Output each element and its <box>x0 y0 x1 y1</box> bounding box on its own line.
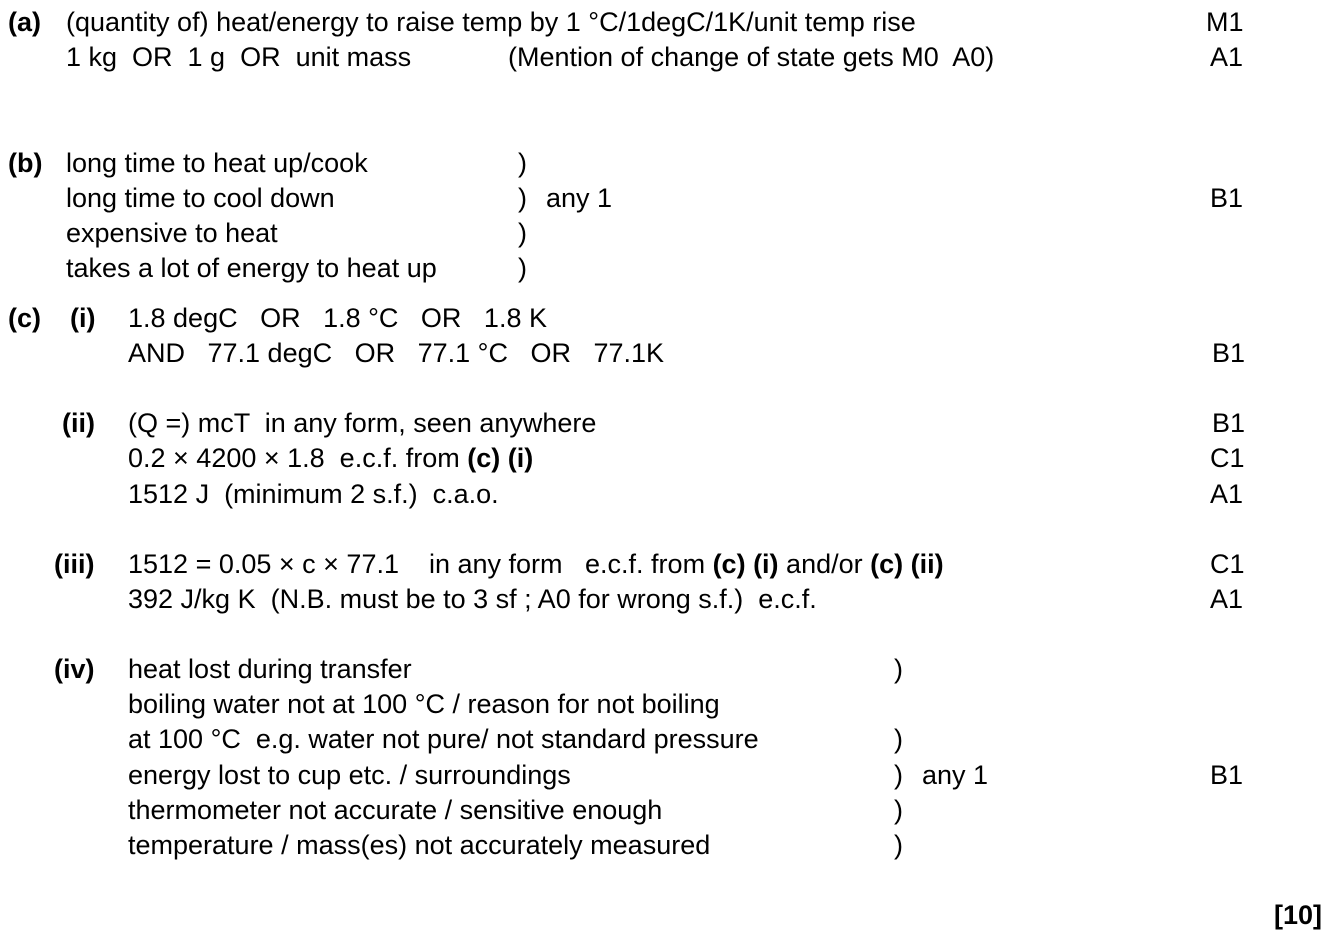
part-c-iv-line: at 100 °C e.g. water not pure/ not standard pressure <box>128 724 759 754</box>
part-b-bracket: ) <box>518 183 527 213</box>
part-c-iv-label: (iv) <box>54 654 95 684</box>
part-a-label: (a) <box>8 7 41 37</box>
part-b-item: expensive to heat <box>66 218 278 248</box>
part-c-ii-mark: B1 <box>1212 408 1246 438</box>
part-c-i-line2: AND 77.1 degC OR 77.1 °C OR 77.1K <box>128 338 665 368</box>
part-b-bracket: ) <box>518 218 527 248</box>
part-c-iii-mark: A1 <box>1210 584 1244 614</box>
part-c-iii-line1 <box>128 551 944 578</box>
total-marks: [10] <box>1274 900 1323 930</box>
part-c-iii-label: (iii) <box>54 549 95 579</box>
part-c-iv-bracket: ) <box>894 795 903 825</box>
part-c-ii-label: (ii) <box>62 408 95 438</box>
part-c-i-label: (i) <box>70 303 96 333</box>
part-c-ii-mark: C1 <box>1210 443 1245 473</box>
part-a-line1: (quantity of) heat/energy to raise temp by 1 °C/1degC/1K/unit temp rise <box>66 7 916 37</box>
part-b-mark: B1 <box>1210 183 1244 213</box>
part-c-iii-line2: 392 J/kg K (N.B. must be to 3 sf ; A0 for wrong s.f.) e.c.f. <box>128 584 817 614</box>
part-c-ii-line3: 1512 J (minimum 2 s.f.) c.a.o. <box>128 479 499 509</box>
part-c-iv-any: any 1 <box>922 760 989 790</box>
part-c-ii-line2-text: 0.2 × 4200 × 1.8 e.c.f. from <box>128 443 468 473</box>
part-c-iv-line: energy lost to cup etc. / surroundings <box>128 760 571 790</box>
part-c-ii-line1: (Q =) mcT in any form, seen anywhere <box>128 408 597 438</box>
part-c-ii-ref: (c) (i) <box>467 443 534 473</box>
part-b-item: long time to heat up/cook <box>66 148 368 178</box>
part-b-any: any 1 <box>546 183 613 213</box>
part-b-item: takes a lot of energy to heat up <box>66 253 437 283</box>
part-a-note: (Mention of change of state gets M0 A0) <box>508 42 995 72</box>
part-b-bracket: ) <box>518 148 527 178</box>
part-c-ii-mark: A1 <box>1210 479 1244 509</box>
part-c-iv-bracket: ) <box>894 724 903 754</box>
part-c-iv-mark: B1 <box>1210 760 1244 790</box>
part-c-iv-bracket: ) <box>894 654 903 684</box>
part-b-bracket: ) <box>518 253 527 283</box>
part-c-i-mark: B1 <box>1212 338 1246 368</box>
part-c-iv-line: heat lost during transfer <box>128 654 412 684</box>
part-c-iii-and-or: and/or <box>778 549 871 579</box>
part-c-iii-line1-text: 1512 = 0.05 × c × 77.1 in any form e.c.f. from <box>128 549 713 579</box>
part-c-iv-bracket: ) <box>894 830 903 860</box>
part-b-label: (b) <box>8 148 43 178</box>
part-c-i-line1: 1.8 degC OR 1.8 °C OR 1.8 K <box>128 303 547 333</box>
part-c-iii-ref1: (c) (i) <box>712 549 779 579</box>
part-a-mark1: M1 <box>1206 7 1244 37</box>
part-a-mark2: A1 <box>1210 42 1244 72</box>
part-c-ii-line2 <box>128 445 533 472</box>
part-b-item: long time to cool down <box>66 183 335 213</box>
part-a-line2: 1 kg OR 1 g OR unit mass <box>66 42 412 72</box>
part-c-iv-line: temperature / mass(es) not accurately measured <box>128 830 711 860</box>
part-c-iii-mark: C1 <box>1210 549 1245 579</box>
part-c-iv-line: boiling water not at 100 °C / reason for not boiling <box>128 689 720 719</box>
part-c-label: (c) <box>8 303 41 333</box>
part-c-iv-bracket: ) <box>894 760 903 790</box>
part-c-iii-ref2: (c) (ii) <box>870 549 944 579</box>
part-c-iv-line: thermometer not accurate / sensitive enough <box>128 795 663 825</box>
